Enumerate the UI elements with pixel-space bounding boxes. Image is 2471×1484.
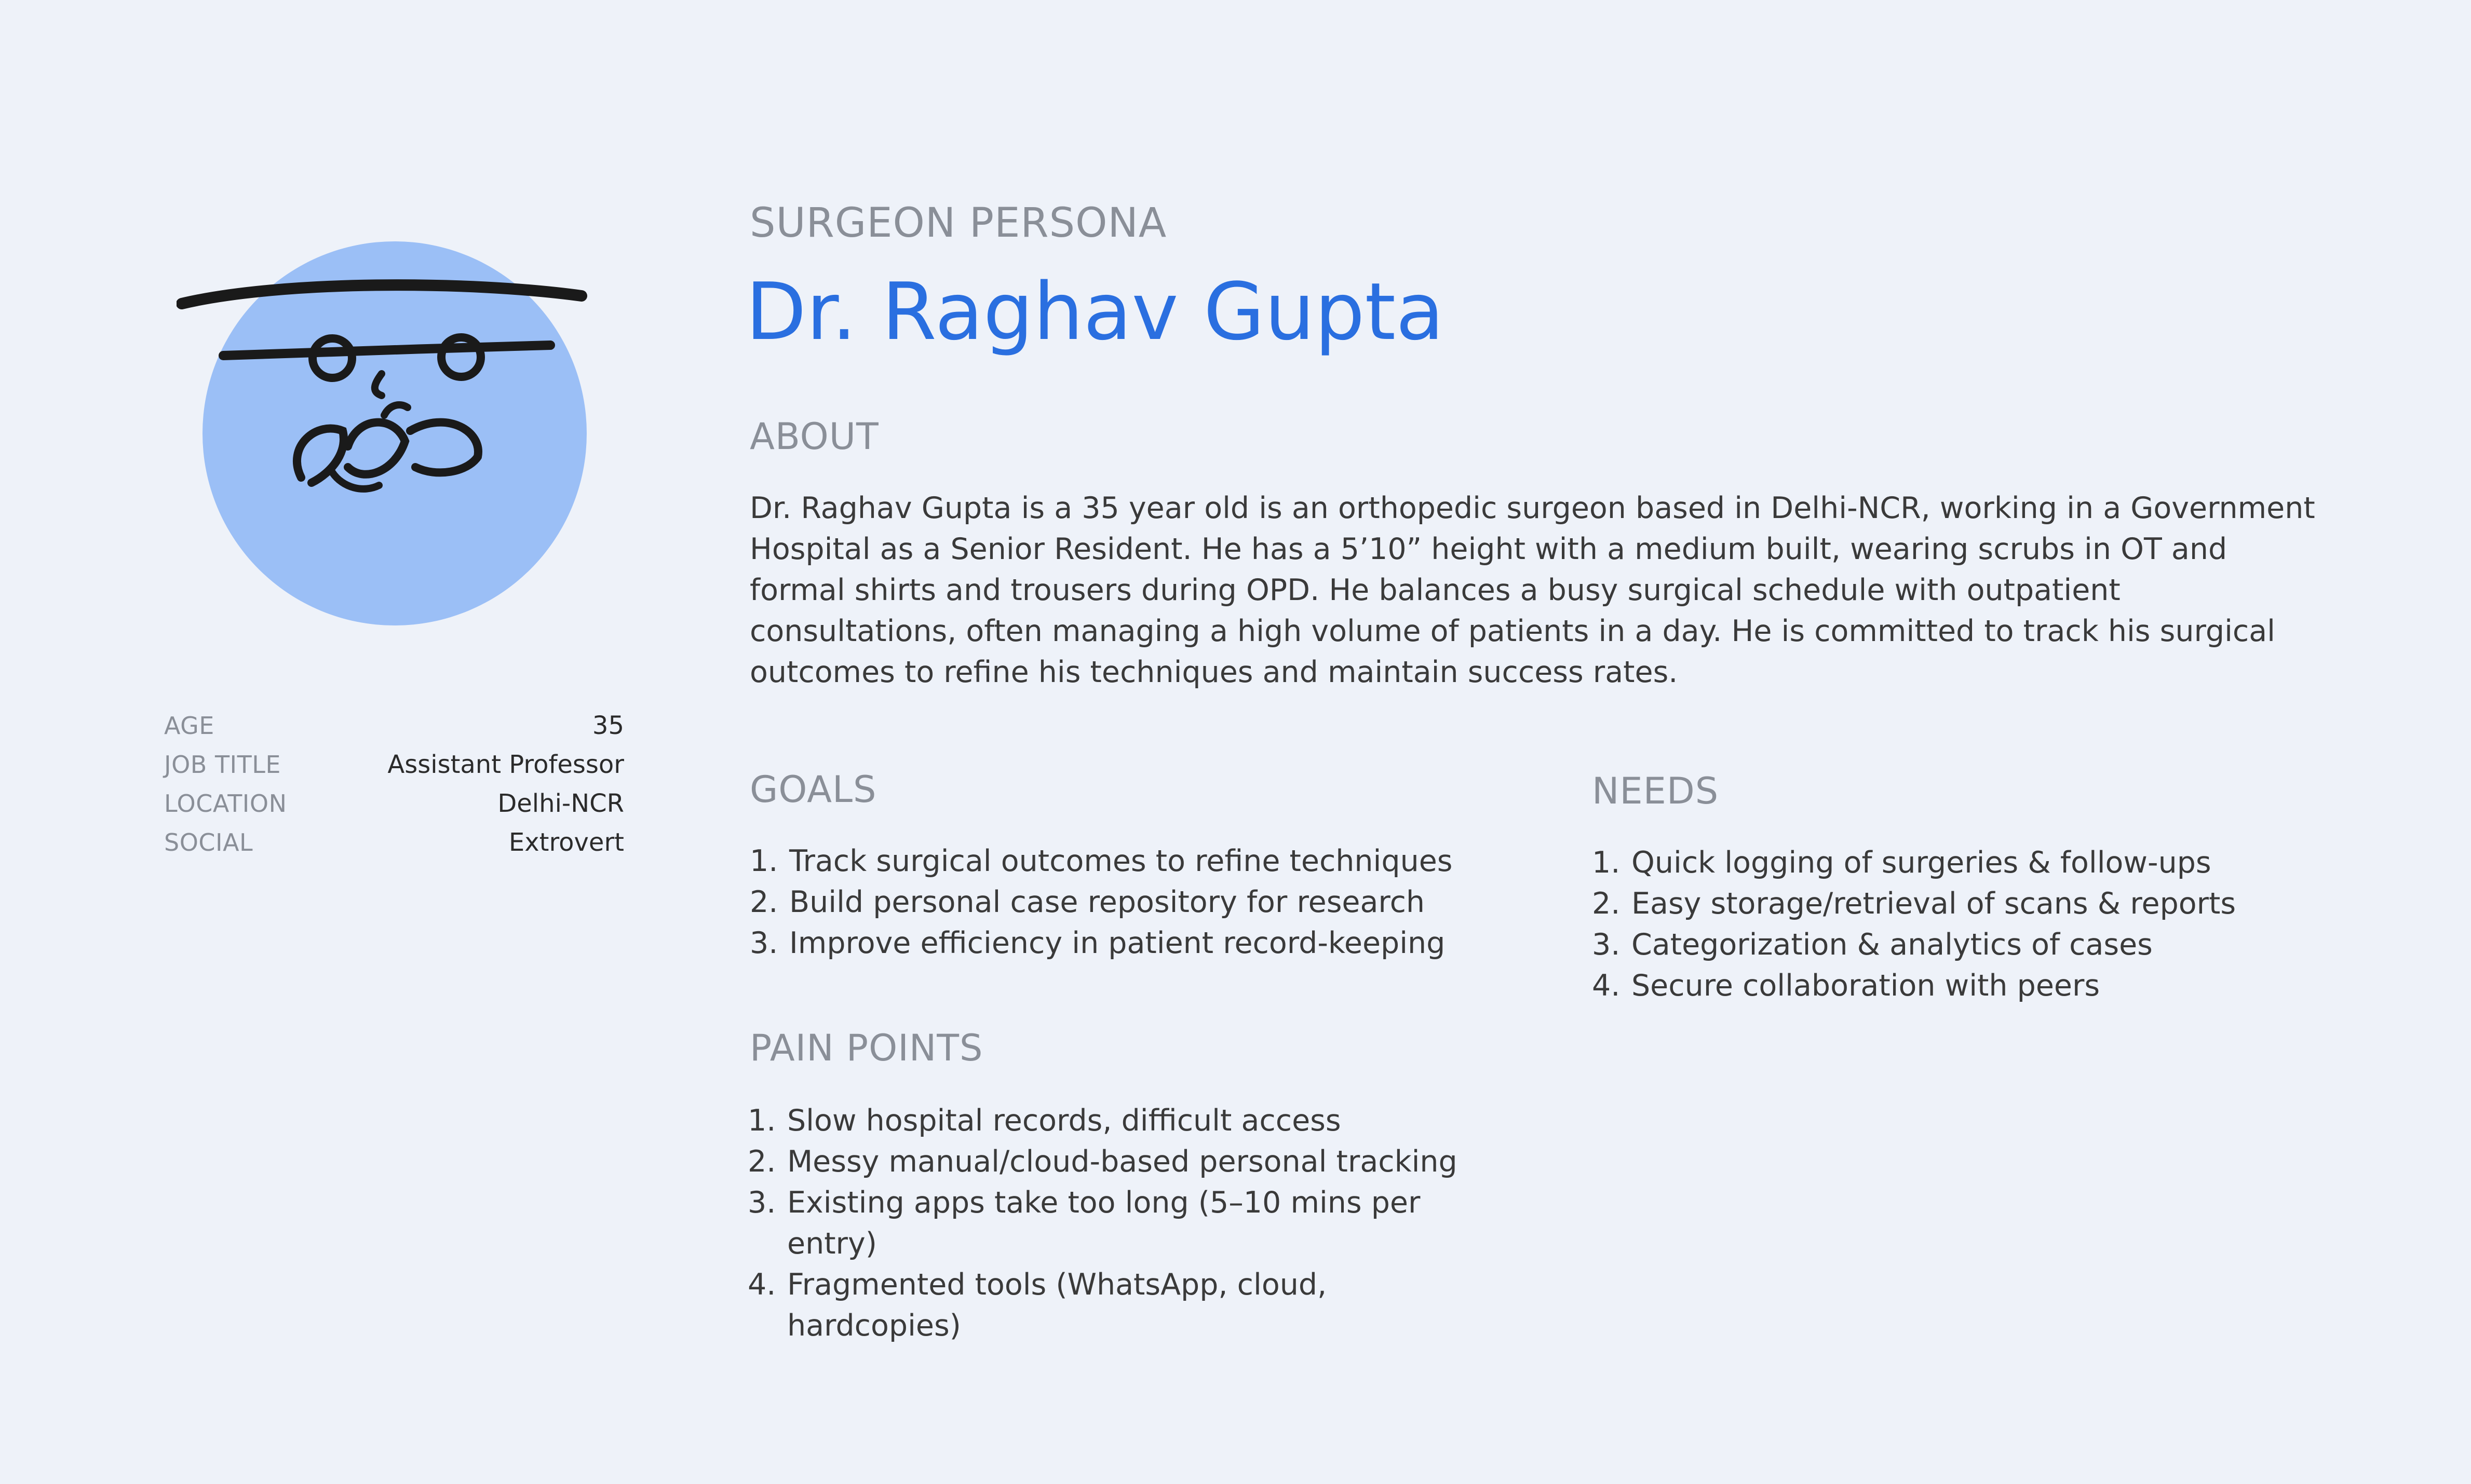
avatar: [177, 228, 592, 644]
list-number: 1.: [750, 844, 778, 878]
list-text: Build personal case repository for research: [789, 885, 1425, 919]
list-text: Improve efficiency in patient record-keeping: [789, 926, 1446, 960]
list-number: 3.: [750, 926, 778, 960]
list-number: 1.: [1592, 846, 1621, 880]
list-item: [748, 1141, 1495, 1182]
avatar-circle: [202, 241, 587, 625]
attribute-label: JOB TITLE: [164, 751, 281, 779]
list-text: Slow hospital records, difficult access: [787, 1104, 1341, 1138]
list-item: [748, 1264, 1495, 1346]
attribute-list: [164, 711, 624, 867]
list-number: 1.: [748, 1104, 776, 1138]
attribute-value: Extrovert: [508, 828, 624, 857]
persona-name: Dr. Raghav Gupta: [746, 266, 1444, 358]
goals-list: [750, 841, 1529, 964]
list-item: [1592, 883, 2423, 924]
list-number: 4.: [748, 1268, 776, 1302]
list-text: Quick logging of surgeries & follow-ups: [1631, 846, 2211, 880]
avatar-illustration-icon: [177, 228, 592, 644]
list-item: [1592, 842, 2423, 883]
list-item: [748, 1100, 1495, 1141]
attribute-row-location: [164, 789, 624, 828]
list-number: 2.: [750, 885, 778, 919]
list-number: 3.: [748, 1186, 776, 1220]
about-text: Dr. Raghav Gupta is a 35 year old is an orthopedic surgeon based in Delhi-NCR, working in a Government Hospital as a Senior Resident. He has a 5’10” height with a medium built, wearing scrubs in OT and formal shirts and trousers during OPD. He balances a busy surgical schedule with outpatient consultations, often managing a high volume of patients in a day. He is committed to track his surgical outcomes to refine his techniques and maintain success rates.: [750, 491, 2315, 689]
list-item: [750, 882, 1529, 923]
needs-title: NEEDS: [1592, 770, 1719, 812]
attribute-value: Delhi-NCR: [497, 789, 624, 818]
about-title: ABOUT: [750, 415, 879, 458]
list-number: 3.: [1592, 928, 1621, 962]
attribute-value: Assistant Professor: [387, 750, 624, 779]
list-item: [1592, 924, 2423, 965]
list-text: Easy storage/retrieval of scans & reports: [1631, 887, 2236, 921]
list-number: 4.: [1592, 969, 1621, 1003]
list-text: Fragmented tools (WhatsApp, cloud, hardcopies): [787, 1268, 1327, 1343]
needs-list: [1592, 842, 2423, 1006]
attribute-label: AGE: [164, 712, 214, 740]
list-text: Track surgical outcomes to refine techniques: [789, 844, 1453, 878]
list-text: Secure collaboration with peers: [1631, 969, 2100, 1003]
list-text: Categorization & analytics of cases: [1631, 928, 2153, 962]
list-item: [750, 841, 1529, 882]
list-number: 2.: [1592, 887, 1621, 921]
pain-points-title: PAIN POINTS: [750, 1027, 983, 1069]
pain-points-list: [748, 1100, 1495, 1346]
attribute-label: LOCATION: [164, 789, 287, 818]
list-number: 2.: [748, 1145, 776, 1179]
list-text: Existing apps take too long (5–10 mins per entry): [787, 1186, 1421, 1261]
attribute-row-social: [164, 828, 624, 867]
goals-title: GOALS: [750, 768, 877, 811]
attribute-row-age: [164, 711, 624, 750]
attribute-label: SOCIAL: [164, 828, 253, 856]
persona-kicker: SURGEON PERSONA: [750, 200, 1167, 247]
list-text: Messy manual/cloud-based personal tracking: [787, 1145, 1457, 1179]
list-item: [750, 923, 1529, 964]
list-item: [1592, 965, 2423, 1006]
list-item: [748, 1182, 1495, 1264]
attribute-row-job-title: [164, 750, 624, 789]
attribute-value: 35: [592, 711, 624, 740]
